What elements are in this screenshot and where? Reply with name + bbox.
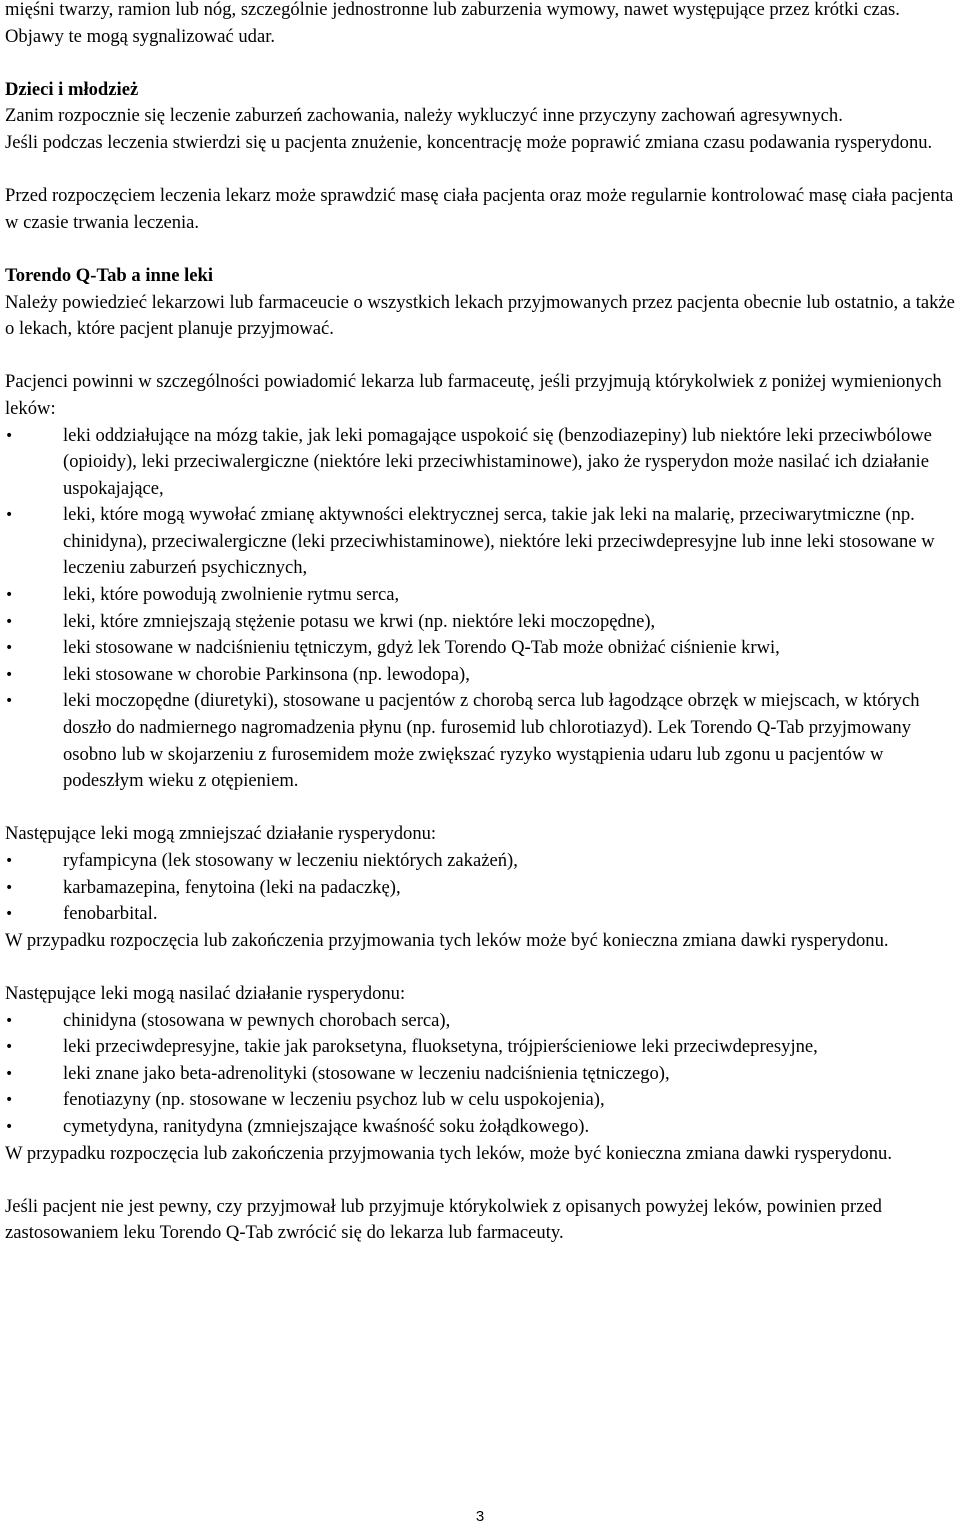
bullet-icon: •	[5, 906, 14, 923]
list-item	[5, 582, 955, 609]
children-paragraph-1: Zanim rozpocznie się leczenie zaburzeń zachowania, należy wykluczyć inne przyczyny zachowań agresywnych.	[5, 105, 843, 127]
other-drugs-heading: Torendo Q-Tab a inne leki	[5, 264, 214, 286]
list-item	[5, 848, 955, 875]
list-item	[5, 1034, 955, 1061]
list-item-text: cymetydyna, ranitydyna (zmniejszające kwaśność soku żołądkowego).	[63, 1115, 590, 1137]
bullet-icon: •	[5, 1092, 14, 1109]
increase-drugs-list	[5, 1008, 955, 1141]
spacer	[5, 236, 955, 263]
spacer	[5, 157, 955, 184]
list-item-text: leki moczopędne (diuretyki), stosowane u pacjentów z chorobą serca lub łagodzące obrzęk w miejscach, w których doszło do nadmiernego nagromadzenia płynu (np. furosemid lub chlorotiazyd). Lek Torendo Q-Tab przyjmowany osobno lub w skojarzeniu z furosemidem może zwiększać ryzyko wystąpienia udaru lub zgonu u pacjentów w podeszłym wieku z otępieniem.	[63, 690, 920, 792]
list-item	[5, 609, 955, 636]
list-item-text: chinidyna (stosowana w pewnych chorobach serca),	[63, 1009, 451, 1031]
page-number: 3	[475, 1508, 485, 1525]
list-item	[5, 1087, 955, 1114]
list-item-text: leki oddziałujące na mózg takie, jak leki pomagające uspokoić się (benzodiazepiny) lub niektóre leki przeciwbólowe (opioidy), leki przeciwalergiczne (niektóre leki przeciwhistaminowe), jako że rysperydon może nasilać ich działanie uspokajające,	[63, 424, 932, 499]
bullet-icon: •	[5, 613, 14, 630]
closing-paragraph: Jeśli pacjent nie jest pewny, czy przyjmował lub przyjmuje którykolwiek z opisanych powyżej leków, powinien przed zastosowaniem leku Torendo Q-Tab zwrócić się do lekarza lub farmaceuty.	[5, 1195, 882, 1244]
other-drugs-paragraph-2: Pacjenci powinni w szczególności powiadomić lekarza lub farmaceutę, jeśli przyjmują którykolwiek z poniżej wymienionych leków:	[5, 371, 942, 419]
bullet-icon: •	[5, 1065, 14, 1082]
spacer	[5, 343, 955, 370]
list-item	[5, 662, 955, 689]
list-item	[5, 901, 955, 928]
list-item-text: leki, które mogą wywołać zmianę aktywności elektrycznej serca, takie jak leki na malarię, przeciwarytmiczne (np. chinidyna), przeciwalergiczne (leki przeciwhistaminowe), niektóre leki przeciwdepresyjne lub inne leki stosowane w leczeniu zaburzeń psychicznych,	[63, 504, 935, 579]
bullet-icon: •	[5, 853, 14, 869]
bullet-icon: •	[5, 507, 14, 524]
list-item	[5, 1061, 955, 1088]
bullet-icon: •	[5, 1039, 14, 1056]
interacting-drugs-list	[5, 423, 955, 795]
bullet-icon: •	[5, 1118, 14, 1135]
decrease-intro: Następujące leki mogą zmniejszać działanie rysperydonu:	[5, 823, 437, 845]
list-item	[5, 635, 955, 662]
list-item-text: leki znane jako beta-adrenolityki (stosowane w leczeniu nadciśnienia tętniczego),	[63, 1062, 670, 1084]
list-item-text: leki stosowane w nadciśnieniu tętniczym, gdyż lek Torendo Q-Tab może obniżać ciśnienie krwi,	[63, 637, 780, 659]
list-item	[5, 688, 955, 794]
spacer	[5, 795, 955, 822]
bullet-icon: •	[5, 879, 14, 896]
children-paragraph-2: Jeśli podczas leczenia stwierdzi się u pacjenta znużenie, koncentrację może poprawić zmiana czasu podawania rysperydonu.	[5, 131, 933, 153]
spacer	[5, 50, 955, 77]
document-page	[5, 0, 955, 1247]
list-item	[5, 502, 955, 582]
bullet-icon: •	[5, 666, 14, 683]
bullet-icon: •	[5, 1012, 14, 1029]
children-paragraph-3: Przed rozpoczęciem leczenia lekarz może sprawdzić masę ciała pacjenta oraz może regularnie kontrolować masę ciała pacjenta w czasie trwania leczenia.	[5, 185, 954, 233]
list-item	[5, 875, 955, 902]
bullet-icon: •	[5, 640, 14, 657]
list-item-text: leki, które powodują zwolnienie rytmu serca,	[63, 584, 400, 606]
intro-continued-paragraph: mięśni twarzy, ramion lub nóg, szczególnie jednostronne lub zaburzenia wymowy, nawet występujące przez krótki czas. Objawy te mogą sygnalizować udar.	[5, 0, 900, 47]
list-item-text: leki stosowane w chorobie Parkinsona (np. lewodopa),	[63, 663, 470, 685]
list-item-text: ryfampicyna (lek stosowany w leczeniu niektórych zakażeń),	[63, 850, 518, 871]
list-item	[5, 1008, 955, 1035]
increase-intro: Następujące leki mogą nasilać działanie rysperydonu:	[5, 982, 406, 1004]
bullet-icon: •	[5, 587, 14, 604]
bullet-icon: •	[5, 427, 14, 444]
list-item-text: fenobarbital.	[63, 903, 158, 925]
children-heading: Dzieci i młodzież	[5, 78, 139, 100]
spacer	[5, 1167, 955, 1194]
list-item-text: leki, które zmniejszają stężenie potasu we krwi (np. niektóre leki moczopędne),	[63, 610, 656, 632]
list-item-text: karbamazepina, fenytoina (leki na padaczkę),	[63, 876, 401, 898]
decrease-note: W przypadku rozpoczęcia lub zakończenia przyjmowania tych leków może być konieczna zmiana dawki rysperydonu.	[5, 929, 889, 951]
other-drugs-paragraph-1: Należy powiedzieć lekarzowi lub farmaceucie o wszystkich lekach przyjmowanych przez pacjenta obecnie lub ostatnio, a także o lekach, które pacjent planuje przyjmować.	[5, 291, 955, 340]
bullet-icon: •	[5, 693, 14, 710]
spacer	[5, 954, 955, 981]
list-item	[5, 423, 955, 503]
list-item-text: fenotiazyny (np. stosowane w leczeniu psychoz lub w celu uspokojenia),	[63, 1089, 605, 1111]
decrease-drugs-list	[5, 848, 955, 928]
list-item	[5, 1114, 955, 1141]
list-item-text: leki przeciwdepresyjne, takie jak paroksetyna, fluoksetyna, trójpierścieniowe leki przeciwdepresyjne,	[63, 1036, 818, 1058]
increase-note: W przypadku rozpoczęcia lub zakończenia przyjmowania tych leków, może być konieczna zmiana dawki rysperydonu.	[5, 1142, 892, 1164]
